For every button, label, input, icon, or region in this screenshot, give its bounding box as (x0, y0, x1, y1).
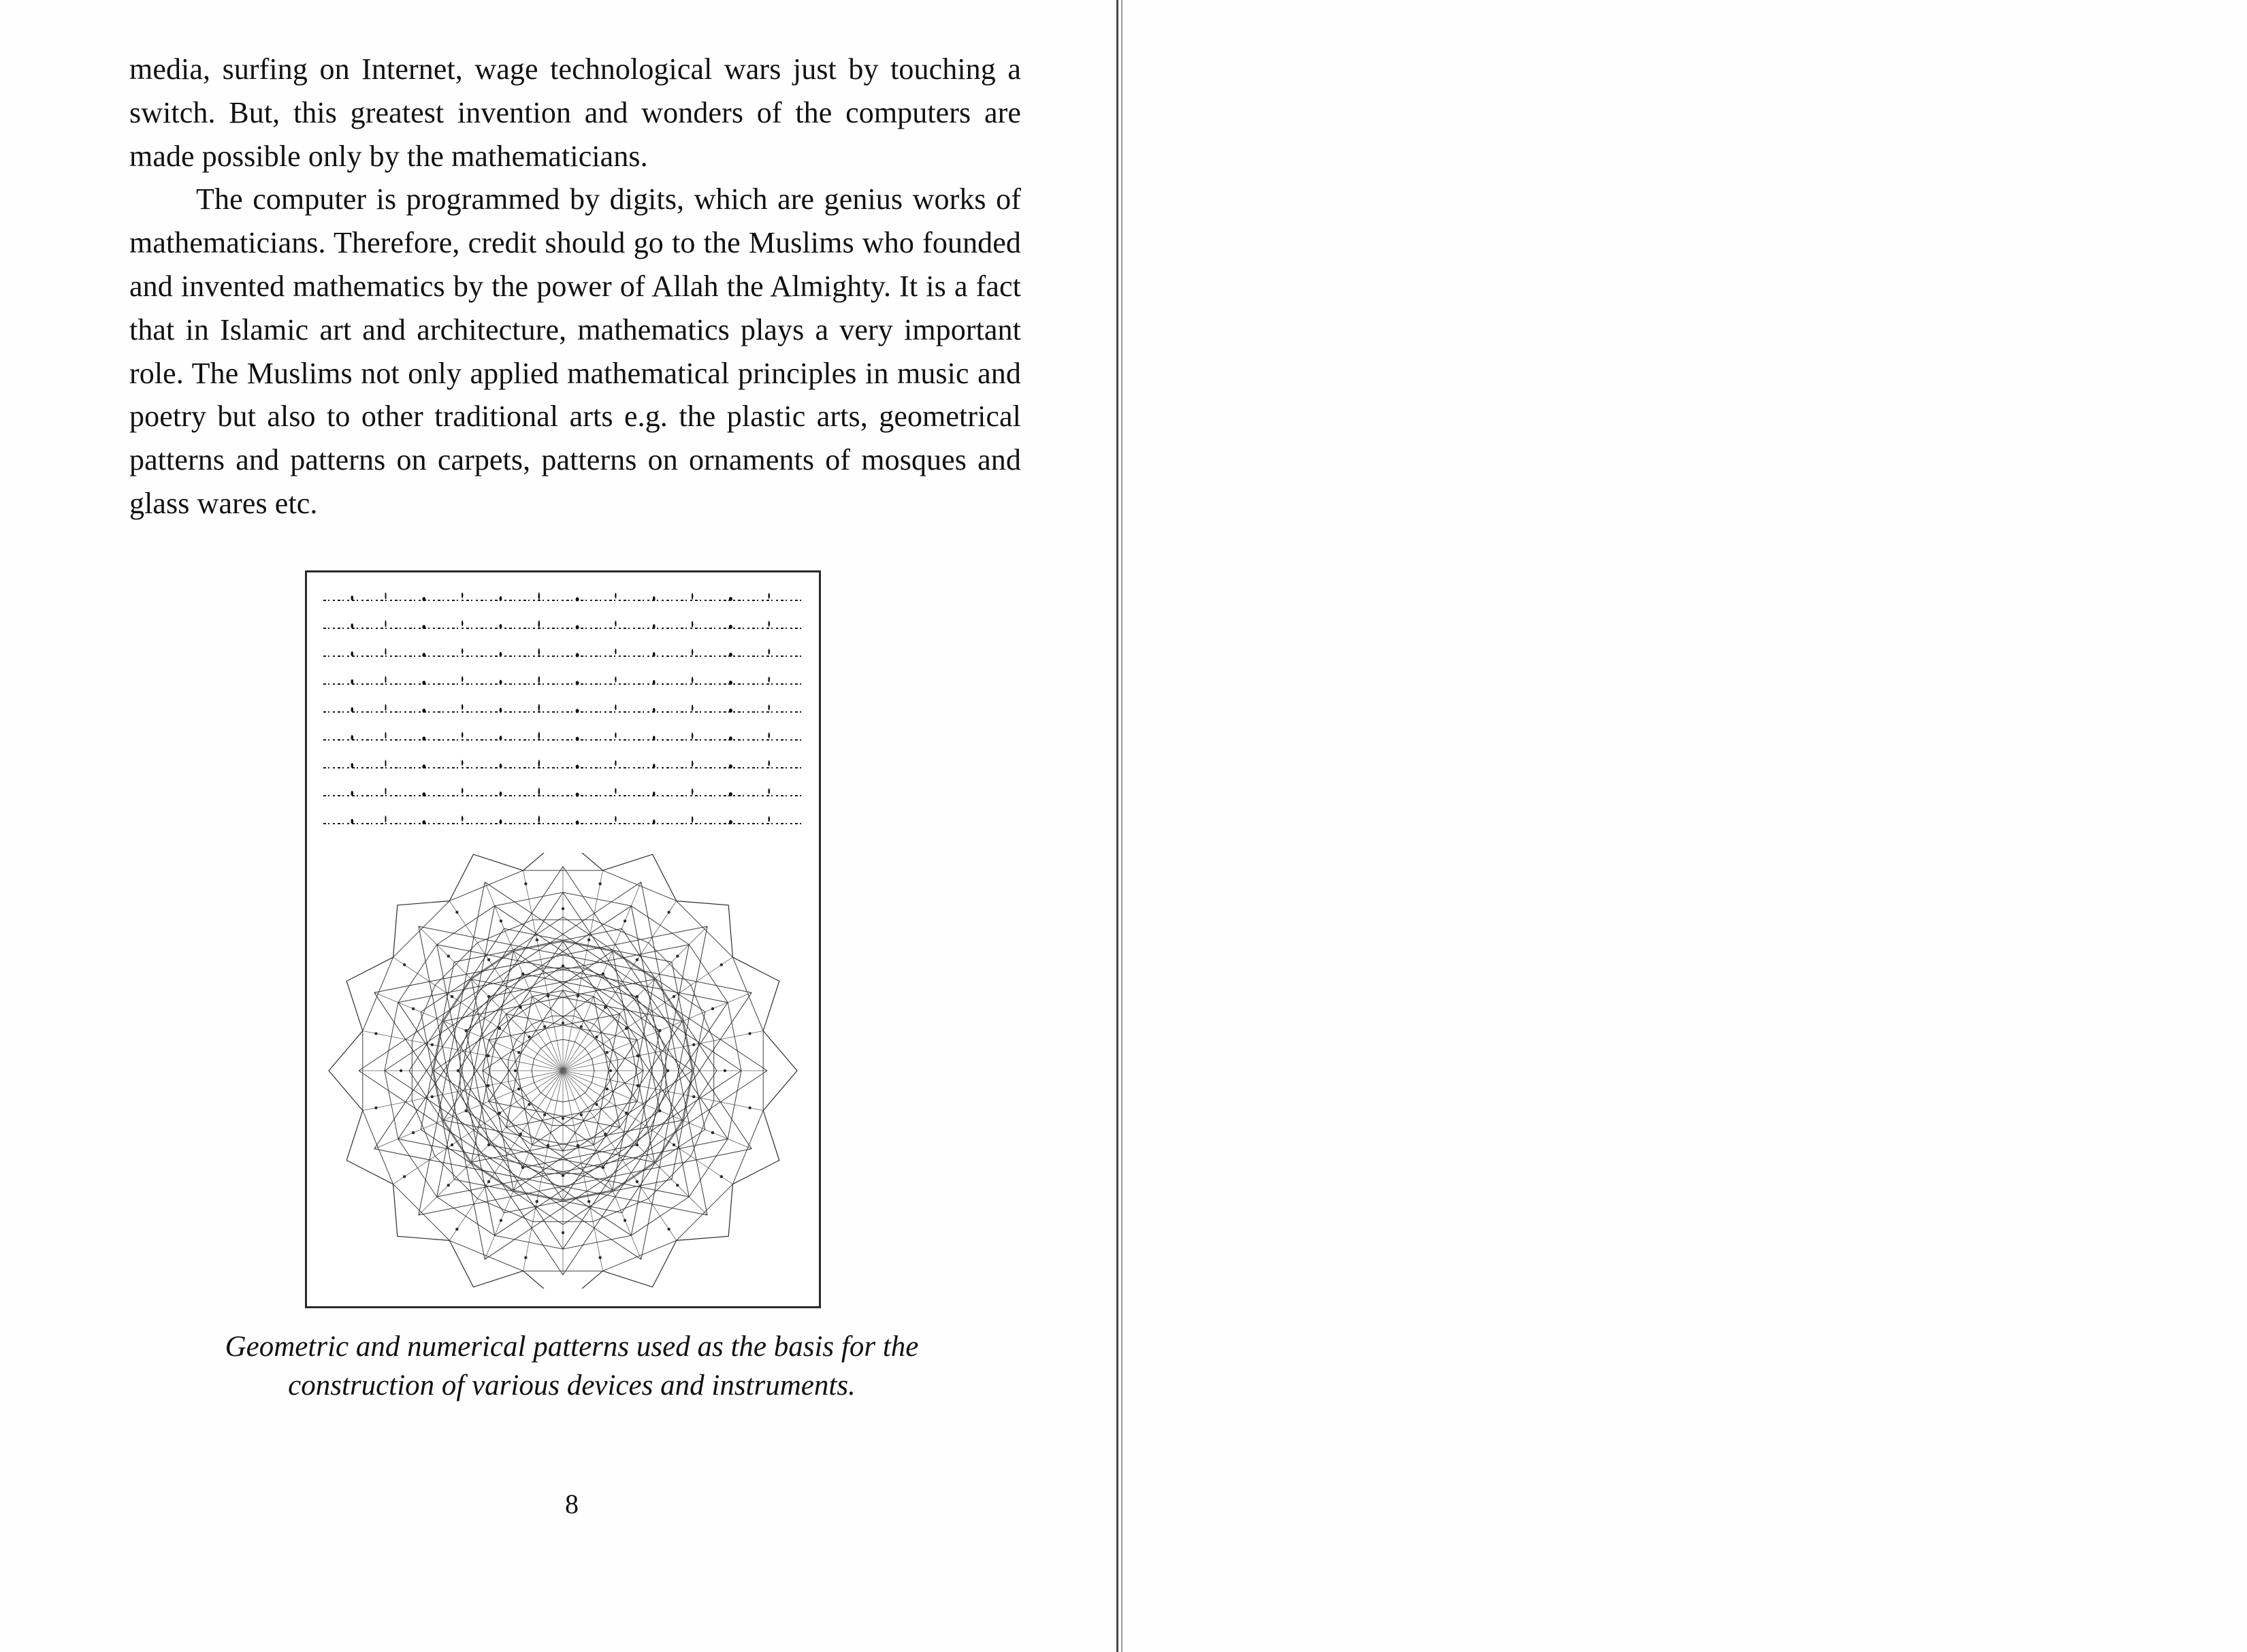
spread-gutter-line (1116, 0, 1118, 1652)
right-page (1123, 0, 2247, 1652)
star-polygon-diagram (314, 853, 812, 1289)
left-figure-caption: Geometric and numerical patterns used as the basis for the construction of various devices and instruments. (225, 1331, 919, 1402)
body-text-block (129, 48, 1021, 525)
geometric-pattern-figure (305, 570, 821, 1308)
page-number-left: 8 (565, 1489, 579, 1519)
left-page (0, 0, 1116, 1652)
paragraph-1: media, surfing on Internet, wage technological wars just by touching a switch. But, this greatest invention and wonders of the computers are made possible only by the mathematicians. (129, 52, 1021, 173)
spread-gutter-line-secondary (1121, 0, 1122, 1652)
paragraph-2: The computer is programmed by digits, which are genius works of mathematicians. Therefore, credit should go to the Muslims who founded and invented mathematics by the power of Allah the Almighty. It is a fact that in Islamic art and architecture, mathematics plays a very important role. The Muslims not only applied mathematical principles in music and poetry but also to other traditional arts e.g. the plastic arts, geometrical patterns and patterns on carpets, patterns on ornaments of mosques and glass wares etc. (129, 182, 1021, 520)
arabic-manuscript-lines (323, 590, 803, 843)
